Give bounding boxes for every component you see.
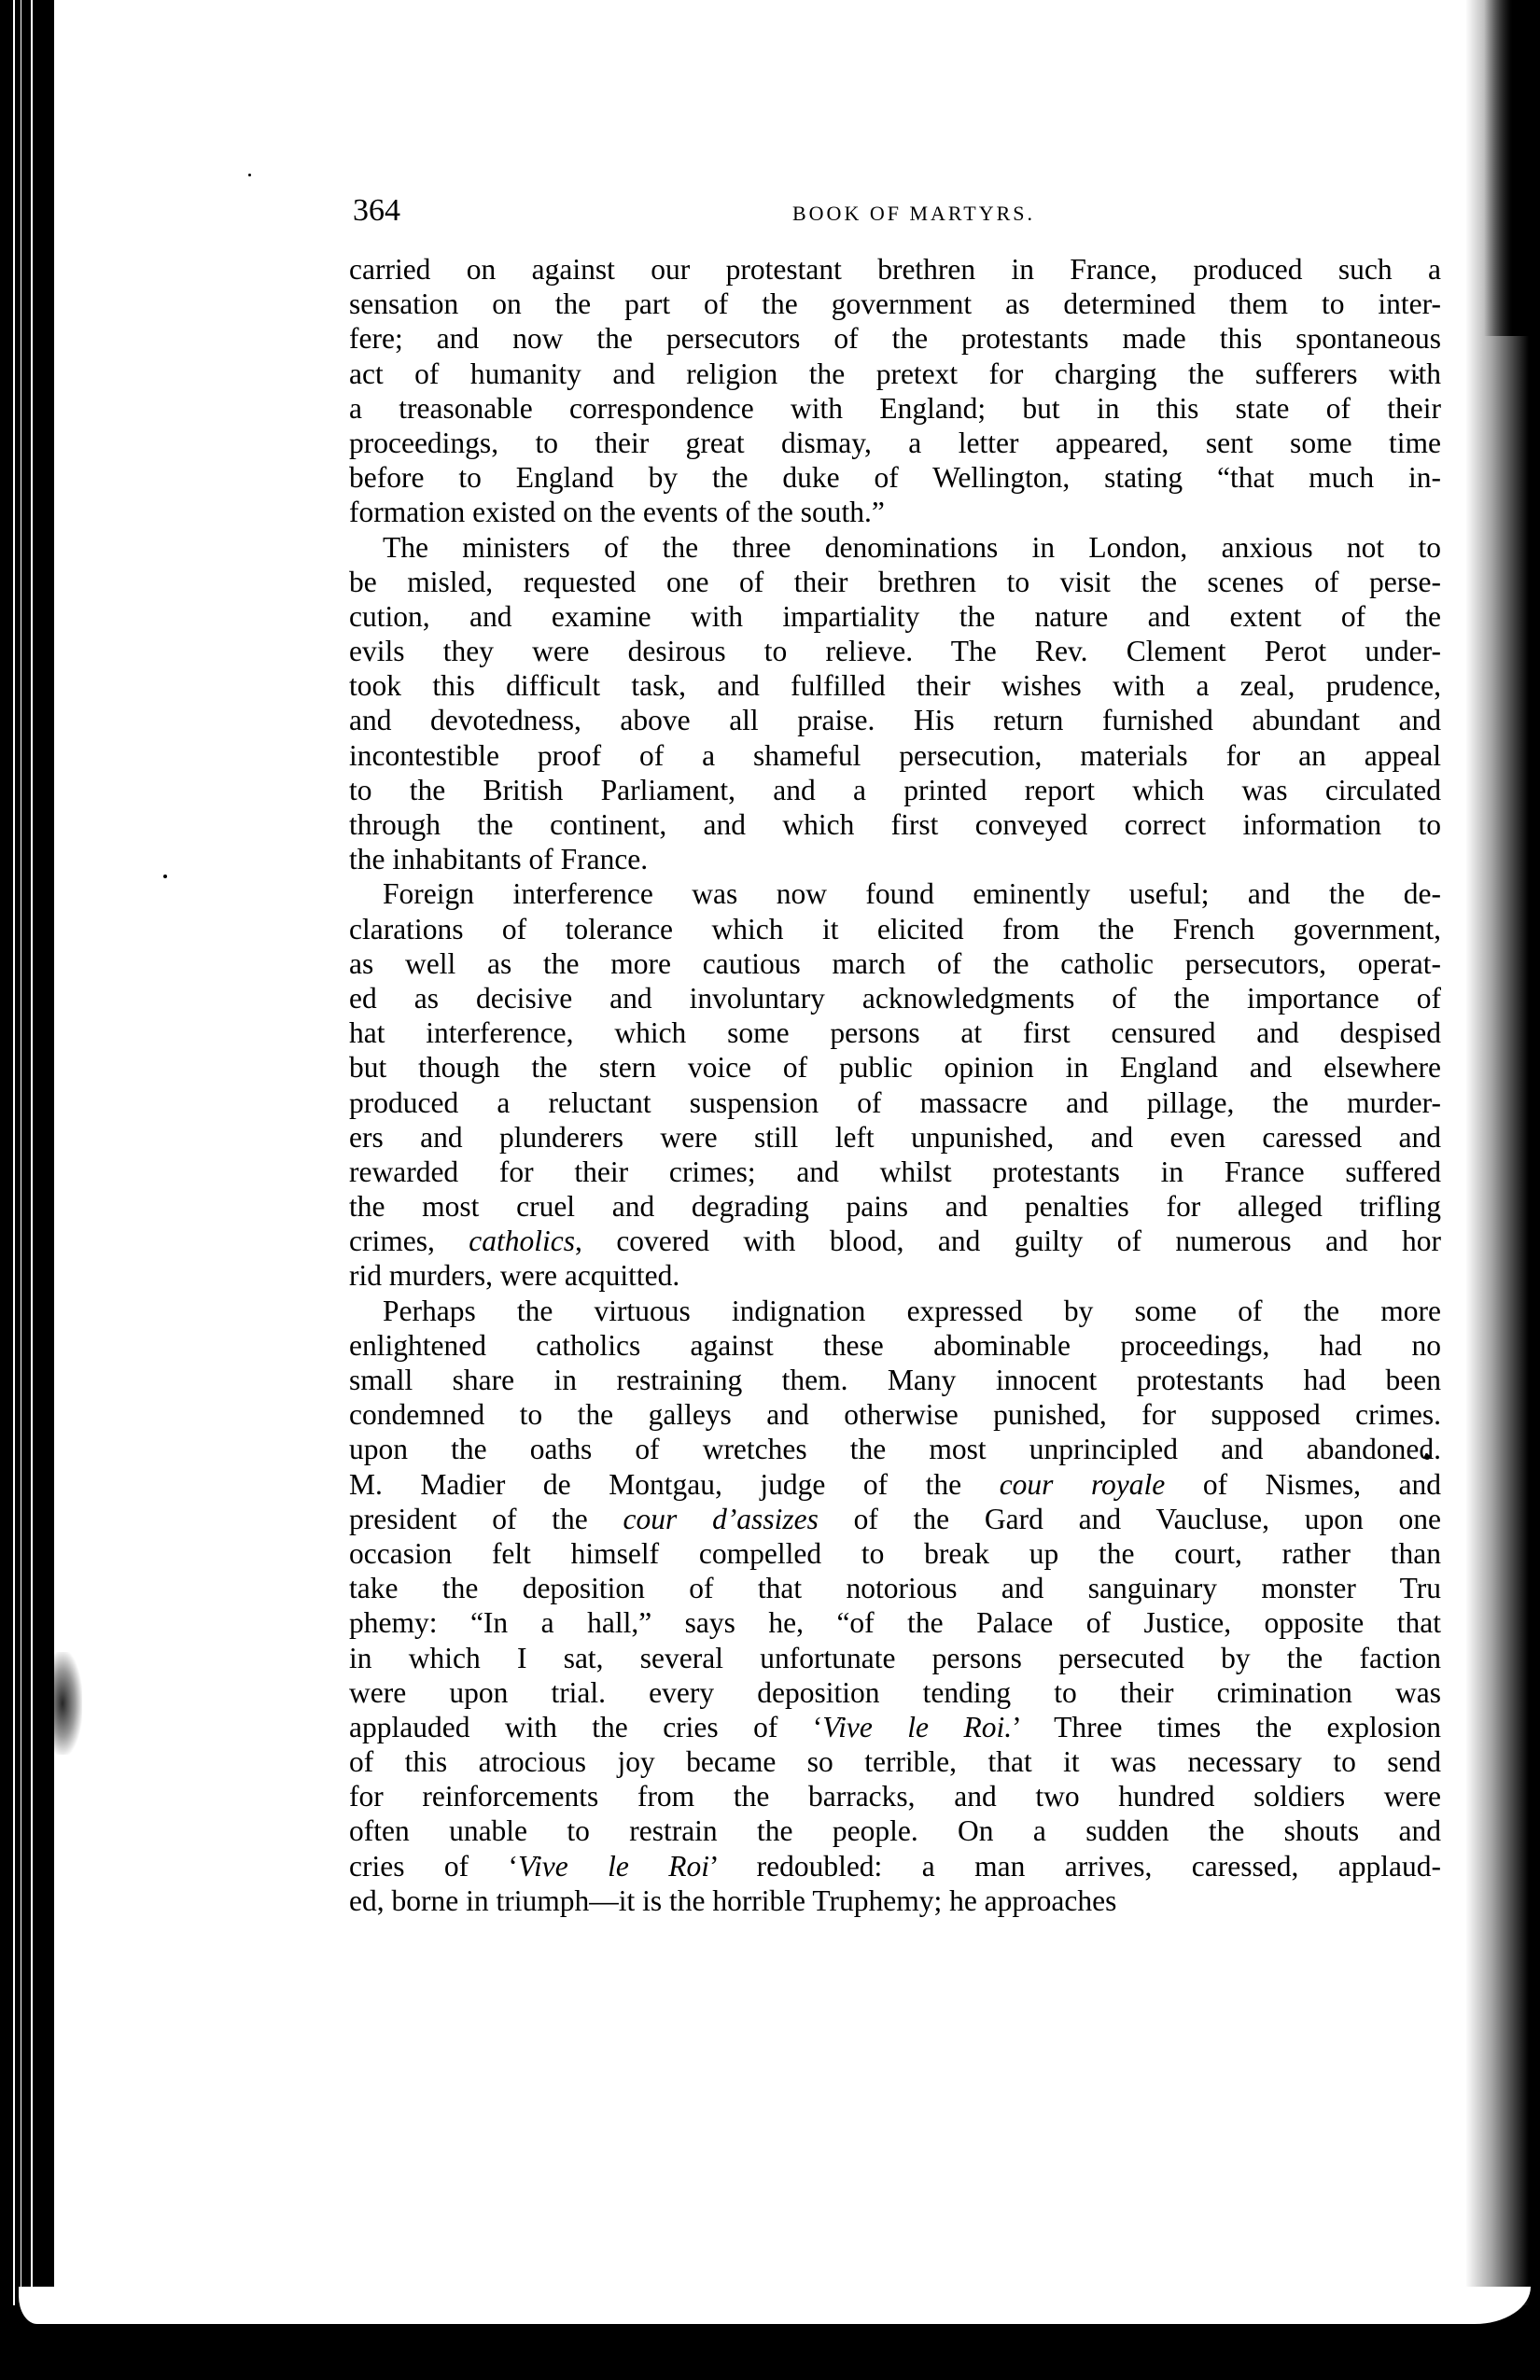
text-line: enlightened catholics against these abominable proceedings, had no xyxy=(349,1328,1441,1362)
text-line: condemned to the galleys and otherwise punished, for supposed crimes. xyxy=(349,1398,1441,1432)
text-line: ed as decisive and involuntary acknowledgments of the importance of xyxy=(349,981,1441,1015)
text-line: proceedings, to their great dismay, a letter appeared, sent some time xyxy=(349,426,1441,459)
text-line: were upon trial. every deposition tending to their crimination was xyxy=(349,1675,1441,1709)
page-number: 364 xyxy=(353,193,400,228)
text-line: in which I sat, several unfortunate persons persecuted by the faction xyxy=(349,1641,1441,1674)
text-line: formation existed on the events of the south.” xyxy=(349,496,885,529)
text-line: take the deposition of that notorious and sanguinary monster Tru xyxy=(349,1572,1441,1605)
text-line: but though the stern voice of public opinion in England and elsewhere xyxy=(349,1051,1441,1085)
speck xyxy=(248,174,251,176)
text-line: Foreign interference was now found eminently useful; and the de- xyxy=(383,877,1441,911)
text-line: cries of ‘Vive le Roi’ redoubled: a man arrives, caressed, applaud- xyxy=(349,1849,1441,1883)
paragraph xyxy=(349,530,1441,877)
paragraph xyxy=(349,1294,1441,1918)
italic-phrase: cour royale xyxy=(999,1467,1166,1501)
body-text xyxy=(349,252,1441,1918)
running-head xyxy=(349,192,1441,239)
text-line: act of humanity and religion the pretext for charging the sufferers with xyxy=(349,357,1441,390)
text-line: sensation on the part of the government as determined them to inter- xyxy=(349,287,1441,321)
scan-page-edge-rule xyxy=(51,0,54,2310)
text-line: clarations of tolerance which it elicited from the French government, xyxy=(349,912,1441,945)
book-page xyxy=(349,192,1441,1918)
text-line: phemy: “In a hall,” says he, “of the Palace of Justice, opposite that xyxy=(349,1606,1441,1640)
text-line: rid murders, were acquitted. xyxy=(349,1259,680,1293)
running-title: BOOK OF MARTYRS. xyxy=(792,202,1035,225)
ink-smudge xyxy=(54,1652,82,1755)
text-line: through the continent, and which first conveyed correct information to xyxy=(349,808,1441,841)
scan-page-bottom-edge xyxy=(19,2287,1531,2324)
paragraph xyxy=(349,252,1441,530)
text-line: ed, borne in triumph—it is the horrible Truphemy; he approaches xyxy=(349,1883,1117,1917)
text-line: The ministers of the three denominations in London, anxious not to xyxy=(383,530,1441,564)
text-line: crimes, catholics, covered with blood, and guilty of numerous and hor xyxy=(349,1225,1441,1258)
text-line: the most cruel and degrading pains and penalties for alleged trifling xyxy=(349,1190,1441,1224)
text-line: and devotedness, above all praise. His return furnished abundant and xyxy=(349,704,1441,737)
text-line: Perhaps the virtuous indignation expressed by some of the more xyxy=(383,1294,1441,1327)
paragraph xyxy=(349,876,1441,1293)
text-line: of this atrocious joy became so terrible, that it was necessary to send xyxy=(349,1745,1441,1779)
text-line: small share in restraining them. Many innocent protestants had been xyxy=(349,1364,1441,1396)
text-line: president of the cour d’assizes of the Gard and Vaucluse, upon one xyxy=(349,1502,1442,1535)
text-line: before to England by the duke of Wellington, stating “that much in- xyxy=(349,461,1441,495)
text-line: be misled, requested one of their brethren to visit the scenes of perse- xyxy=(349,565,1441,598)
text-line: ers and plunderers were still left unpunished, and even caressed and xyxy=(349,1120,1441,1154)
text-line: M. Madier de Montgau, judge of the cour royale of Nismes, and xyxy=(349,1467,1441,1501)
text-line: incontestible proof of a shameful persecution, materials for an appeal xyxy=(349,738,1441,772)
text-line: cution, and examine with impartiality the nature and extent of the xyxy=(349,599,1441,633)
scan-binding-shadow xyxy=(35,0,51,2310)
text-line: a treasonable correspondence with England; but in this state of their xyxy=(349,391,1441,425)
text-line: evils they were desirous to relieve. The Rev. Clement Perot under- xyxy=(349,635,1441,668)
scan-right-shadow xyxy=(1465,0,1540,2310)
text-line: rewarded for their crimes; and whilst protestants in France suffered xyxy=(349,1155,1441,1188)
text-line: hat interference, which some persons at first censured and despised xyxy=(349,1016,1441,1050)
text-line: as well as the more cautious march of the catholic persecutors, operat- xyxy=(349,946,1441,980)
speck xyxy=(163,875,167,878)
text-line: the inhabitants of France. xyxy=(349,843,649,876)
italic-phrase: Vive le Roi xyxy=(518,1849,710,1883)
text-line: often unable to restrain the people. On a sudden the shouts and xyxy=(349,1814,1441,1848)
text-line: took this difficult task, and fulfilled their wishes with a zeal, prudence, xyxy=(349,669,1441,703)
text-line: occasion felt himself compelled to break up the court, rather than xyxy=(349,1536,1441,1570)
text-line: applauded with the cries of ‘Vive le Roi.’ Three times the explosion xyxy=(349,1710,1442,1743)
text-line: carried on against our protestant brethren in France, produced such a xyxy=(349,253,1441,286)
italic-phrase: cour d’assizes xyxy=(623,1502,819,1535)
italic-phrase: Vive le Roi. xyxy=(822,1710,1013,1743)
text-line: for reinforcements from the barracks, and two hundred soldiers were xyxy=(349,1780,1441,1813)
text-line: upon the oaths of wretches the most unprincipled and abandoned. xyxy=(349,1433,1441,1466)
text-line: to the British Parliament, and a printed report which was circulated xyxy=(349,773,1441,806)
text-line: fere; and now the persecutors of the protestants made this spontaneous xyxy=(349,322,1441,356)
text-line: produced a reluctant suspension of massacre and pillage, the murder- xyxy=(349,1085,1441,1119)
italic-phrase: catholics xyxy=(469,1225,576,1258)
